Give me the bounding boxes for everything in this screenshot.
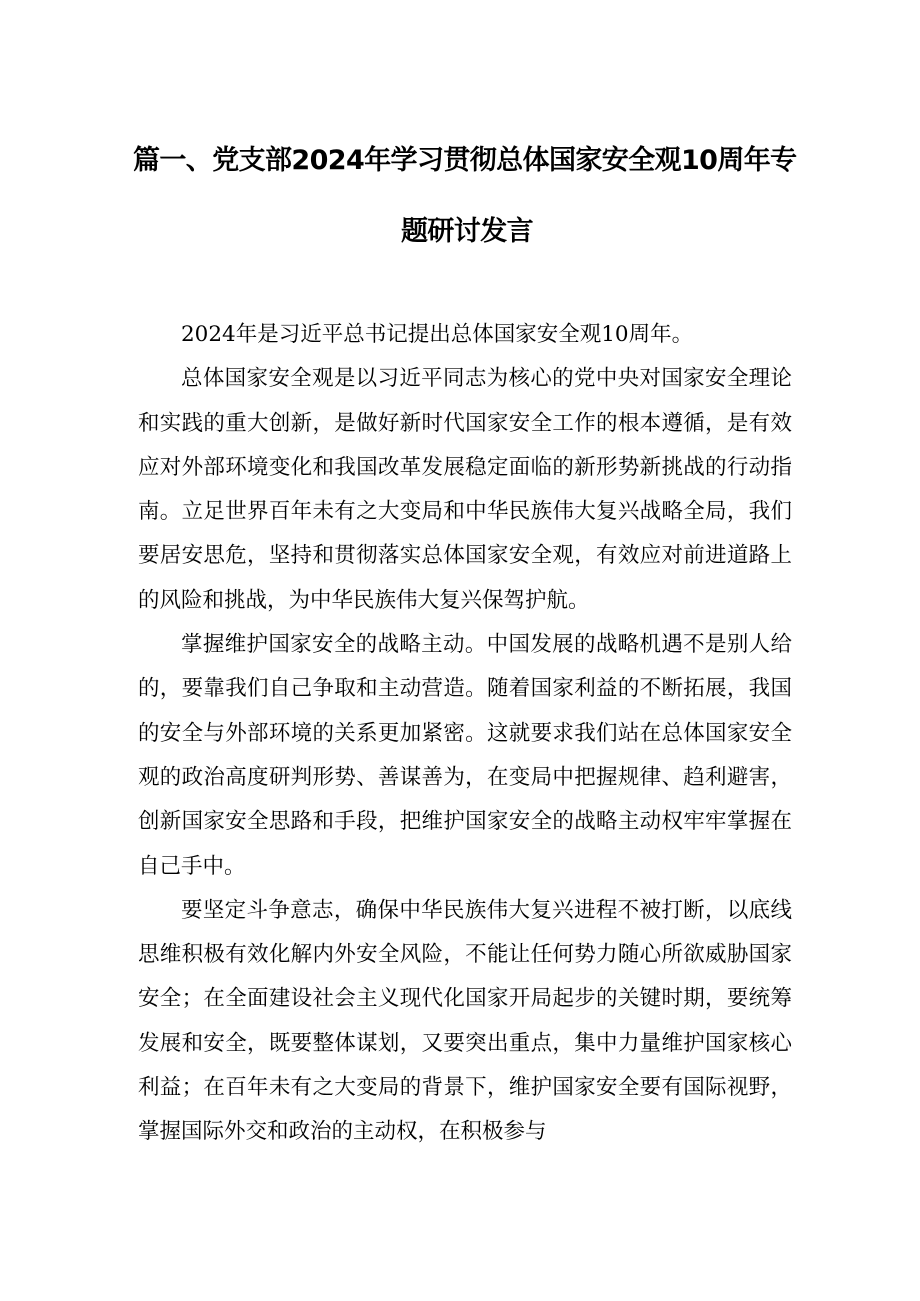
paragraph-4: 要坚定斗争意志，确保中华民族伟大复兴进程不被打断，以底线思维积极有效化解内外安全风险，不能让任何势力随心所欲威胁国家安全；在全面建设社会主义现代化国家开局起步的关键时期，要统筹发展和安全，既要整体谋划，又要突出重点，集中力量维护国家核心利益；在百年未有之大变局的背景下，维护国家安全要有国际视野，掌握国际外交和政治的主动权，在积极参与 xyxy=(138,897,792,1145)
document-title-line-1: 篇一、党支部2024年学习贯彻总体国家安全观10周年专 xyxy=(133,145,797,176)
paragraph-2: 总体国家安全观是以习近平同志为核心的党中央对国家安全理论和实践的重大创新，是做好新时代国家安全工作的根本遵循，是有效应对外部环境变化和我国改革发展稳定面临的新形势新挑战的行动指南。立足世界百年未有之大变局和中华民族伟大复兴战略全局，我们要居安思危，坚持和贯彻落实总体国家安全观，有效应对前进道路上的风险和挑战，为中华民族伟大复兴保驾护航。 xyxy=(138,366,792,613)
paragraph-3: 掌握维护国家安全的战略主动。中国发展的战略机遇不是别人给的，要靠我们自己争取和主动营造。随着国家利益的不断拓展，我国的安全与外部环境的关系更加紧密。这就要求我们站在总体国家安全观的政治高度研判形势、善谋善为，在变局中把握规律、趋利避害，创新国家安全思路和手段，把维护国家安全的战略主动权牢牢掌握在自己手中。 xyxy=(138,632,792,879)
document-title-line-2: 题研讨发言 xyxy=(401,216,533,247)
document-body xyxy=(138,313,792,1155)
paragraph-1: 2024年是习近平总书记提出总体国家安全观10周年。 xyxy=(181,322,694,347)
